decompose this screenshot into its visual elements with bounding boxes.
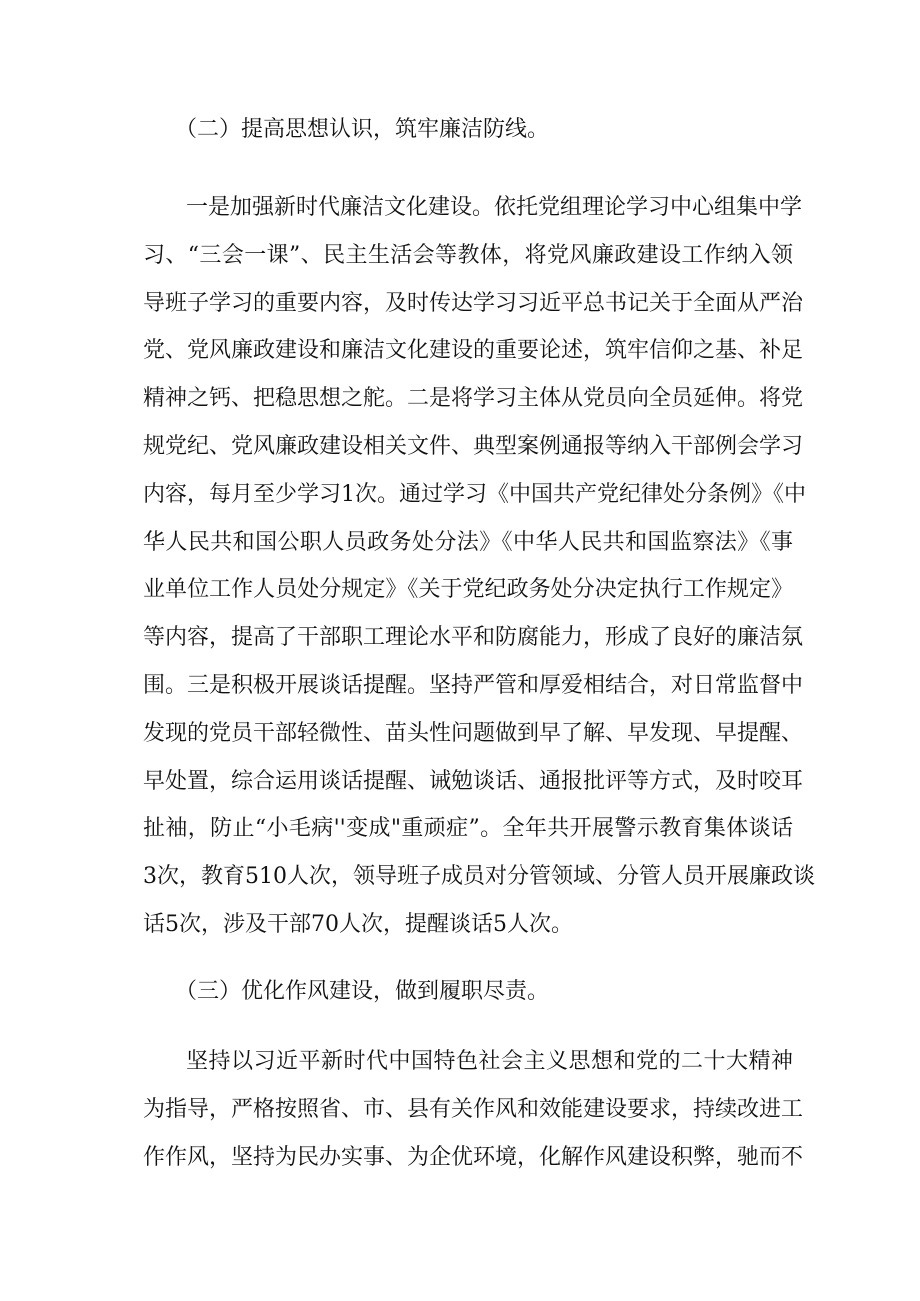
paragraph-line: 为指导，严格按照省、市、县有关作风和效能建设要求，持续改进工: [143, 1096, 804, 1122]
paragraph-line: 早处置，综合运用谈话提醒、诫勉谈话、通报批评等方式，及时咬耳: [143, 768, 804, 794]
paragraph-line: 导班子学习的重要内容，及时传达学习习近平总书记关于全面从严治: [143, 290, 804, 316]
section-2-heading: （二）提高思想认识，筑牢廉洁防线。: [175, 117, 550, 142]
paragraph-line: 坚持以习近平新时代中国特色社会主义思想和党的二十大精神: [186, 1049, 793, 1074]
paragraph-line: 发现的党员干部轻微性、苗头性问题做到早了解、早发现、早提醒、: [143, 720, 804, 746]
paragraph-line: 话5次，涉及干部70人次，提醒谈话5人次。: [143, 912, 573, 937]
paragraph-line: 扯袖，防止“小毛病''变成"重顽症”。全年共开展警示教育集体谈话: [143, 816, 793, 842]
paragraph-line: 精神之钙、把稳思想之舵。二是将学习主体从党员向全员延伸。将党: [143, 386, 804, 412]
paragraph-line: 作作风，坚持为民办实事、为企优环境，化解作风建设积弊，驰而不: [143, 1144, 804, 1170]
paragraph-line: 一是加强新时代廉洁文化建设。依托党组理论学习中心组集中学: [186, 195, 803, 220]
section-3-heading: （三）优化作风建设，做到履职尽责。: [175, 979, 550, 1004]
paragraph-line: 华人民共和国公职人员政务处分法》《中华人民共和国监察法》《事: [143, 529, 793, 555]
paragraph-line: 等内容，提高了干部职工理论水平和防腐能力，形成了良好的廉洁氛: [143, 625, 804, 651]
paragraph-line: 3次，教育510人次，领导班子成员对分管领域、分管人员开展廉政谈: [143, 864, 815, 890]
paragraph-line: 规党纪、党风廉政建设相关文件、典型案例通报等纳入干部例会学习: [143, 434, 804, 459]
paragraph-line: 党、党风廉政建设和廉洁文化建设的重要论述，筑牢信仰之基、补足: [143, 338, 804, 364]
paragraph-line: 围。三是积极开展谈话提醒。坚持严管和厚爱相结合，对日常监督中: [143, 673, 804, 698]
paragraph-line: 业单位工作人员处分规定》《关于党纪政务处分决定执行工作规定》: [143, 577, 793, 603]
paragraph-line: 内容，每月至少学习1次。通过学习《中国共产党纪律处分条例》《中: [143, 481, 806, 507]
paragraph-line: 习、“三会一课”、民主生活会等教体，将党风廉政建设工作纳入领: [143, 242, 793, 268]
